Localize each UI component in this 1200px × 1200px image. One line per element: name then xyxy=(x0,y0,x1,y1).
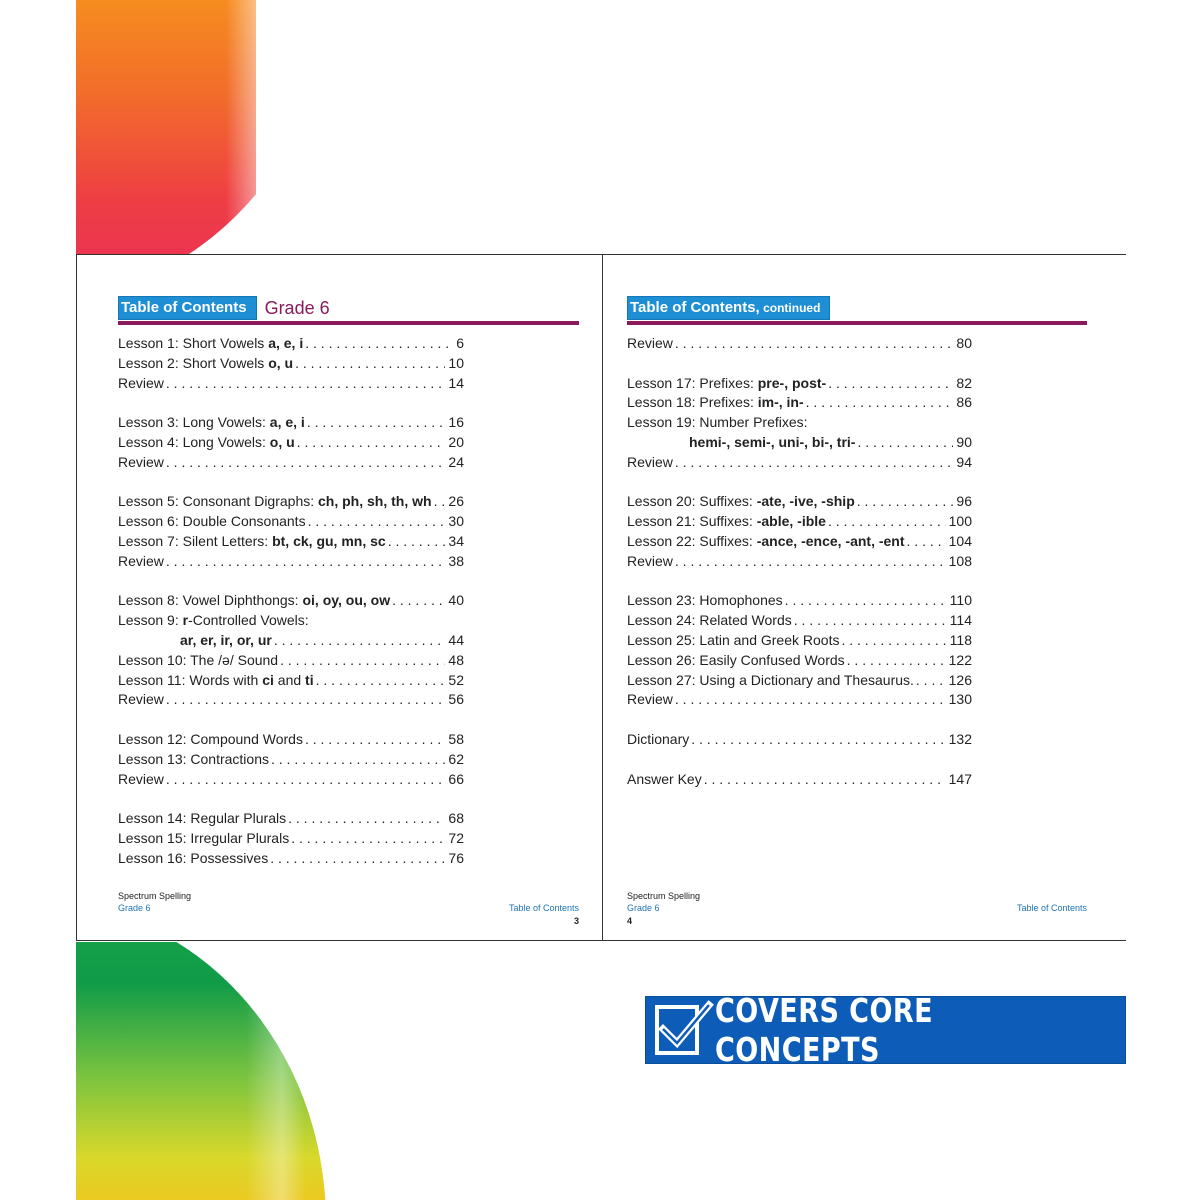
decorative-color-band-bottom xyxy=(76,942,336,1200)
toc-entry-label xyxy=(627,650,847,670)
toc-header-tab: Table of Contents xyxy=(118,296,257,320)
header-tab-continued: continued xyxy=(759,301,821,315)
toc-entry xyxy=(118,670,464,690)
toc-entry-bold-text: -ate, -ive, -ship xyxy=(756,493,855,510)
dot-leader xyxy=(675,452,954,472)
toc-entry xyxy=(118,630,464,650)
toc-entry xyxy=(118,491,464,511)
toc-page-number: 56 xyxy=(448,691,464,708)
toc-entry xyxy=(118,551,464,571)
book-spread xyxy=(76,254,1126,941)
toc-entry-text: Review xyxy=(627,453,673,470)
toc-page-number: 147 xyxy=(948,770,972,787)
toc-entry-label xyxy=(118,452,166,472)
toc-page-number: 38 xyxy=(448,552,464,569)
toc-entry-text: Review xyxy=(118,552,164,569)
dot-leader xyxy=(388,531,446,551)
toc-entry-bold-text: o, u xyxy=(269,434,295,450)
grade-heading: Grade 6 xyxy=(264,297,330,318)
toc-page-number: 110 xyxy=(949,592,972,609)
toc-entry xyxy=(627,769,972,789)
toc-page-number: 90 xyxy=(956,434,972,450)
toc-page-number: 68 xyxy=(448,810,464,827)
toc-entry-label xyxy=(118,670,316,690)
toc-page-number: 72 xyxy=(448,830,464,846)
dot-leader xyxy=(316,670,446,690)
dot-leader xyxy=(274,630,446,650)
dot-leader xyxy=(271,749,445,769)
toc-entry-text: Lesson 21: Suffixes: xyxy=(627,513,757,530)
right-page xyxy=(627,255,1087,941)
toc-entry-label xyxy=(118,729,305,749)
toc-entry-bold-text: bt, ck, gu, mn, sc xyxy=(272,533,386,549)
toc-page-number: 86 xyxy=(956,394,972,411)
toc-page-number: 94 xyxy=(956,453,972,470)
toc-page-number: 34 xyxy=(448,533,464,549)
toc-entry xyxy=(627,452,972,472)
toc-entry-text: Lesson 14: Regular Plurals xyxy=(118,810,287,827)
toc-entry-text: Lesson 11: Words with xyxy=(118,671,263,688)
toc-page-number: 24 xyxy=(448,453,464,470)
toc-entry-label xyxy=(627,590,785,610)
toc-page-number: 14 xyxy=(448,374,464,391)
toc-entry xyxy=(627,689,972,709)
toc-entry xyxy=(118,650,464,670)
toc-entry-bold-text: hemi-, semi-, uni-, bi-, tri- xyxy=(689,434,856,450)
dot-leader xyxy=(308,511,446,531)
dot-leader xyxy=(392,590,445,610)
decorative-color-band-top xyxy=(76,0,256,256)
toc-entry-label xyxy=(118,412,307,432)
page-divider xyxy=(602,255,603,941)
toc-entry-bold-text: ci xyxy=(262,671,274,688)
toc-entry-label xyxy=(627,630,841,650)
toc-entry-label xyxy=(118,630,274,650)
toc-page-number: 80 xyxy=(956,335,972,351)
toc-entry-label xyxy=(118,551,166,571)
toc-entry-label xyxy=(627,551,675,571)
toc-entry-label xyxy=(627,769,704,789)
toc-page-number: 16 xyxy=(448,414,464,431)
toc-entry-bold-text: -ance, -ence, -ant, -ent xyxy=(756,533,905,549)
toc-entry xyxy=(627,650,972,670)
toc-entry xyxy=(627,392,972,412)
toc-entry-text: Lesson 26: Easily Confused Words xyxy=(627,651,845,668)
toc-page-number: 122 xyxy=(948,651,972,668)
toc-entry xyxy=(627,432,972,452)
toc-entry-label xyxy=(627,670,916,690)
toc-entry xyxy=(627,412,972,432)
toc-entry-label xyxy=(627,511,828,531)
dot-leader xyxy=(828,373,953,393)
dot-leader xyxy=(305,333,453,353)
dot-leader xyxy=(166,452,446,472)
toc-entry-text: Review xyxy=(118,770,164,787)
page-number: 4 xyxy=(627,916,633,926)
dot-leader xyxy=(270,848,445,868)
toc-entry-text: Review xyxy=(627,335,673,351)
toc-entry-label xyxy=(118,353,295,373)
dot-leader xyxy=(297,432,446,452)
toc-entry xyxy=(627,491,972,511)
toc-entry-bold-text: a, e, i xyxy=(269,414,305,431)
toc-entry xyxy=(118,828,464,848)
toc-entry-label xyxy=(627,610,794,630)
toc-entry xyxy=(118,412,464,432)
toc-page-number: 132 xyxy=(948,731,972,747)
toc-page-number: 104 xyxy=(948,533,972,549)
toc-entry-text: Lesson 4: Long Vowels: xyxy=(118,434,270,450)
toc-entry-text: Lesson 20: Suffixes: xyxy=(627,493,757,510)
dot-leader xyxy=(280,650,445,670)
dot-leader xyxy=(907,531,946,551)
toc-entry-text: Dictionary xyxy=(627,731,690,747)
toc-page-number: 62 xyxy=(448,750,464,767)
covers-core-concepts-banner xyxy=(645,991,1126,1069)
footer-book-title: Spectrum Spelling xyxy=(627,891,701,901)
toc-entry-text: Lesson 24: Related Words xyxy=(627,612,792,629)
dot-leader xyxy=(675,551,946,571)
dot-leader xyxy=(916,670,946,690)
toc-entry-text: Lesson 23: Homophones xyxy=(627,592,783,609)
toc-entry xyxy=(627,511,972,531)
toc-entry-text: Lesson 19: Number Prefixes: xyxy=(627,414,808,431)
header-rule xyxy=(118,321,579,325)
toc-entry-text: Lesson 16: Possessives xyxy=(118,849,269,866)
toc-entry-text: Lesson 9: xyxy=(118,612,183,629)
toc-entry-label xyxy=(118,373,166,393)
toc-entry-text: Lesson 17: Prefixes: xyxy=(627,374,758,391)
dot-leader xyxy=(166,689,446,709)
dot-leader xyxy=(828,511,946,531)
toc-entry-label xyxy=(118,650,280,670)
toc-entry-text: Lesson 10: The /ə/ Sound xyxy=(118,651,279,668)
toc-header-tab-continued xyxy=(627,296,830,320)
toc-entry-label xyxy=(118,848,270,868)
toc-entry-bold-text: im-, in- xyxy=(757,394,804,411)
toc-page-number: 26 xyxy=(448,493,464,510)
toc-entry-bold-text: ti xyxy=(305,671,314,688)
toc-page-number: 10 xyxy=(448,354,464,371)
toc-entry-text: Answer Key xyxy=(627,770,702,787)
checkbox-check-icon xyxy=(655,1005,699,1055)
toc-entry-bold-text: r xyxy=(182,612,189,629)
toc-entry xyxy=(118,432,464,452)
toc-entry xyxy=(118,373,464,393)
toc-entry-text: Lesson 6: Double Consonants xyxy=(118,513,306,530)
toc-entry xyxy=(627,551,972,571)
footer-book-title: Spectrum Spelling xyxy=(118,891,192,901)
toc-entry-bold-text: ar, er, ir, or, ur xyxy=(180,632,272,648)
toc-entry xyxy=(118,333,464,353)
toc-entry-label xyxy=(118,531,388,551)
toc-entry-bold-text: oi, oy, ou, ow xyxy=(302,592,391,609)
dot-leader xyxy=(785,590,947,610)
toc-entry xyxy=(118,808,464,828)
toc-page-number: 44 xyxy=(448,632,464,648)
toc-entry xyxy=(627,630,972,650)
footer-section: Table of Contents xyxy=(508,903,579,913)
toc-entry-text: Review xyxy=(118,374,164,391)
toc-entry-label xyxy=(627,689,675,709)
footer-grade: Grade 6 xyxy=(118,903,151,913)
dot-leader xyxy=(434,491,446,511)
toc-entry xyxy=(627,333,972,353)
toc-entry xyxy=(118,749,464,769)
toc-page-number: 30 xyxy=(448,513,464,530)
dot-leader xyxy=(675,689,946,709)
toc-page-number: 126 xyxy=(948,671,972,688)
toc-entry xyxy=(118,531,464,551)
toc-entry xyxy=(627,373,972,393)
toc-entry-label xyxy=(627,729,691,749)
dot-leader xyxy=(794,610,947,630)
toc-page-number: 100 xyxy=(948,513,972,530)
toc-entry-text: Review xyxy=(627,691,673,708)
footer-section: Table of Contents xyxy=(1016,903,1087,913)
toc-entry-label xyxy=(118,769,166,789)
toc-entry-label xyxy=(627,373,828,393)
toc-entry-text: Lesson 13: Contractions xyxy=(118,750,269,767)
toc-page-number: 96 xyxy=(956,493,972,510)
toc-entry-text: -Controlled Vowels: xyxy=(188,612,309,629)
dot-leader xyxy=(291,828,445,848)
left-page xyxy=(118,255,579,941)
dot-leader xyxy=(806,392,954,412)
toc-entry-label xyxy=(118,689,166,709)
dot-leader xyxy=(691,729,945,749)
toc-entry-text: Lesson 25: Latin and Greek Roots xyxy=(627,632,840,648)
toc-entry-bold-text: a, e, i xyxy=(268,335,304,351)
header-tab-text: Table of Contents, xyxy=(630,299,760,316)
toc-entry xyxy=(118,689,464,709)
toc-page-number: 6 xyxy=(456,335,464,351)
toc-page-number: 20 xyxy=(448,434,464,450)
toc-entry-bold-text: pre-, post- xyxy=(757,374,827,391)
toc-page-number: 76 xyxy=(448,849,464,866)
toc-entry-label xyxy=(118,590,392,610)
toc-page-number: 52 xyxy=(448,671,464,688)
toc-entry-text: Lesson 18: Prefixes: xyxy=(627,394,758,411)
toc-entry-label xyxy=(627,392,806,412)
toc-entry-text: Lesson 7: Silent Letters: xyxy=(118,533,273,549)
dot-leader xyxy=(295,353,445,373)
toc-entry-label xyxy=(118,491,434,511)
dot-leader xyxy=(847,650,946,670)
dot-leader xyxy=(675,333,954,353)
toc-page-number: 108 xyxy=(948,552,972,569)
toc-page-number: 130 xyxy=(948,691,972,708)
page-number: 3 xyxy=(573,916,579,926)
toc-page-number: 114 xyxy=(949,612,972,629)
toc-entry-text: Lesson 8: Vowel Diphthongs: xyxy=(118,592,303,609)
toc-entry-text: Lesson 3: Long Vowels: xyxy=(118,414,270,431)
dot-leader xyxy=(288,808,445,828)
toc-entry-label xyxy=(118,333,305,353)
toc-entry-text: Review xyxy=(118,453,164,470)
toc-entry-label xyxy=(118,610,311,630)
toc-entry-label xyxy=(627,452,675,472)
toc-entry-label xyxy=(118,432,297,452)
toc-entry-bold-text: o, u xyxy=(268,354,294,371)
toc-entry-bold-text: ch, ph, sh, th, wh xyxy=(318,493,432,510)
dot-leader xyxy=(166,551,446,571)
toc-entry-text: Lesson 22: Suffixes: xyxy=(627,533,757,549)
left-header xyxy=(118,297,330,319)
toc-entry-label xyxy=(627,412,810,432)
toc-entry xyxy=(118,769,464,789)
toc-entry xyxy=(627,729,972,749)
toc-entry xyxy=(118,353,464,373)
toc-entry xyxy=(627,670,972,690)
dot-leader xyxy=(857,432,953,452)
toc-entry-text: Review xyxy=(118,691,164,708)
toc-entry-label xyxy=(118,749,271,769)
toc-entry-text: and xyxy=(273,671,306,688)
toc-page-number: 66 xyxy=(448,770,464,787)
toc-page-number: 82 xyxy=(956,374,972,391)
toc-entry xyxy=(627,590,972,610)
right-header xyxy=(627,297,830,319)
toc-entry xyxy=(627,531,972,551)
footer-grade: Grade 6 xyxy=(627,903,660,913)
toc-entry-text: Lesson 2: Short Vowels xyxy=(118,354,269,371)
dot-leader xyxy=(166,373,446,393)
dot-leader xyxy=(166,769,446,789)
dot-leader xyxy=(857,491,954,511)
toc-entry-label xyxy=(627,531,907,551)
toc-entry-text: Lesson 1: Short Vowels xyxy=(118,335,269,351)
toc-page-number: 48 xyxy=(448,651,464,668)
toc-entry xyxy=(118,511,464,531)
dot-leader xyxy=(704,769,946,789)
toc-entry xyxy=(118,590,464,610)
dot-leader xyxy=(307,412,446,432)
toc-entry-bold-text: -able, -ible xyxy=(756,513,826,530)
toc-entry-label xyxy=(118,808,288,828)
toc-entry xyxy=(118,610,464,630)
banner-text: COVERS CORE CONCEPTS xyxy=(715,991,934,1069)
toc-page-number: 118 xyxy=(949,632,972,648)
toc-page-number: 40 xyxy=(448,592,464,609)
toc-entry-text: Review xyxy=(627,552,673,569)
toc-entry-text: Lesson 15: Irregular Plurals xyxy=(118,830,290,846)
toc-entry-label xyxy=(627,491,857,511)
header-rule xyxy=(627,321,1087,325)
toc-entry-label xyxy=(627,432,857,452)
toc-entry xyxy=(627,610,972,630)
toc-entry-label xyxy=(627,333,675,353)
toc-entry xyxy=(118,452,464,472)
dot-leader xyxy=(305,729,445,749)
dot-leader xyxy=(841,630,946,650)
toc-entry-text: Lesson 27: Using a Dictionary and Thesaurus. xyxy=(627,671,914,688)
toc-entry xyxy=(118,729,464,749)
toc-entry-text: Lesson 12: Compound Words xyxy=(118,731,303,747)
toc-entry-label xyxy=(118,828,291,848)
toc-entry xyxy=(118,848,464,868)
toc-entry-label xyxy=(118,511,308,531)
toc-entry-text: Lesson 5: Consonant Digraphs: xyxy=(118,493,319,510)
toc-page-number: 58 xyxy=(448,731,464,747)
